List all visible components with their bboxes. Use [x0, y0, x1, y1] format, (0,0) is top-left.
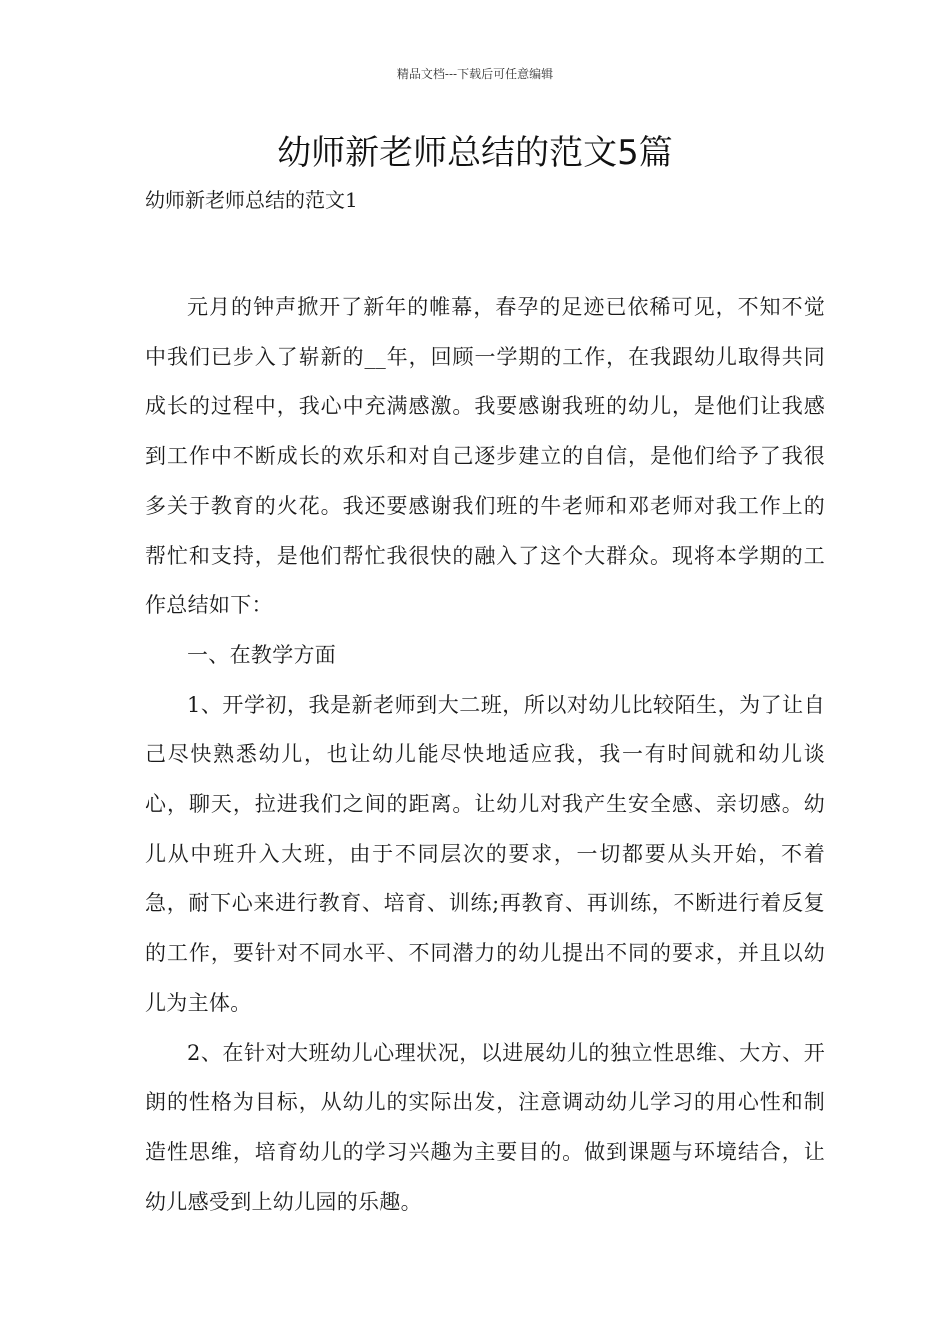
section-subtitle: 幼师新老师总结的范文1 — [145, 188, 358, 212]
paragraph-item-1: 1、开学初，我是新老师到大二班，所以对幼儿比较陌生，为了让自己尽快熟悉幼儿，也让幼儿能尽快地适应我，我一有时间就和幼儿谈心，聊天，拉进我们之间的距离。让幼儿对我产生安全感、亲切感。幼儿从中班升入大班，由于不同层次的要求，一切都要从头开始，不着急，耐下心来进行教育、培育、训练;再教育、再训练，不断进行着反复的工作，要针对不同水平、不同潜力的幼儿提出不同的要求，并且以幼儿为主体。 — [145, 692, 825, 1015]
body-text — [145, 283, 825, 1227]
paragraph-heading-teaching: 一、在教学方面 — [187, 642, 337, 667]
header-note: 精品文档---下载后可任意编辑 — [396, 67, 554, 81]
document-title: 幼师新老师总结的范文5篇 — [277, 133, 673, 173]
paragraph-intro: 元月的钟声掀开了新年的帷幕，春孕的足迹已依稀可见，不知不觉中我们已步入了崭新的__年，回顾一学期的工作，在我跟幼儿取得共同成长的过程中，我心中充满感激。我要感谢我班的幼儿，是他们让我感到工作中不断成长的欢乐和对自己逐步建立的自信，是他们给予了我很多关于教育的火花。我还要感谢我们班的牛老师和邓老师对我工作上的帮忙和支持，是他们帮忙我很快的融入了这个大群众。现将本学期的工作总结如下： — [145, 295, 825, 618]
paragraph-item-2: 2、在针对大班幼儿心理状况，以进展幼儿的独立性思维、大方、开朗的性格为目标，从幼儿的实际出发，注意调动幼儿学习的用心性和制造性思维，培育幼儿的学习兴趣为主要目的。做到课题与环境结合，让幼儿感受到上幼儿园的乐趣。 — [145, 1040, 825, 1214]
